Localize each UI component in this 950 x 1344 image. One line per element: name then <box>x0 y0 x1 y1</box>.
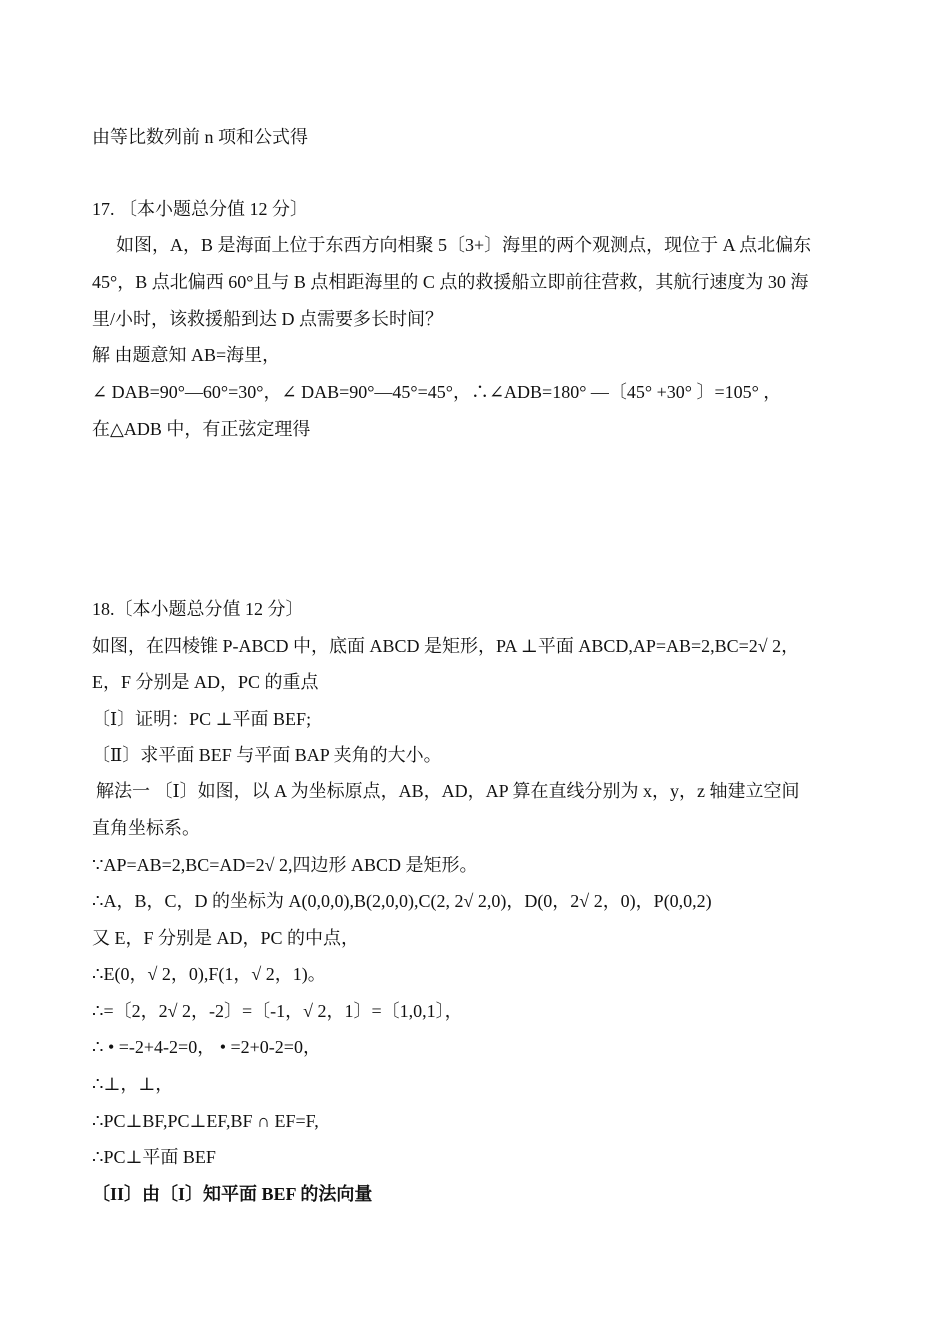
text-line: ∴=〔2，2√ 2，-2〕=〔-1，√ 2，1〕=〔1,0,1〕， <box>92 1001 463 1021</box>
text-line: ∴A，B，C，D 的坐标为 A(0,0,0),B(2,0,0),C(2, 2√ 2,0)，D(0，2√ 2，0)，P(0,0,2) <box>92 891 712 911</box>
text-line: 直角坐标系。 <box>92 818 200 838</box>
text-line: ∠ DAB=90°—60°=30°，∠ DAB=90°—45°=45°，∴∠ADB=180° —〔45° +30° 〕=105° ， <box>92 382 782 402</box>
text-line: E，F 分别是 AD，PC 的重点 <box>92 672 319 692</box>
text-line: 在△ADB 中，有正弦定理得 <box>92 419 311 439</box>
text-line: 〔II〕由〔I〕知平面 BEF 的法向量 <box>92 1184 373 1204</box>
text-line: ∴E(0，√ 2，0),F(1，√ 2，1)。 <box>92 964 326 984</box>
text-line: 45°，B 点北偏西 60°且与 B 点相距海里的 C 点的救援船立即前往营救，其航行速度为 30 海 <box>92 272 809 292</box>
text-line: 由等比数列前 n 项和公式得 <box>92 127 308 147</box>
text-line: 解法一 〔Ⅰ〕如图，以 A 为坐标原点，AB，AD，AP 算在直线分别为 x，y，z 轴建立空间 <box>96 781 800 801</box>
text-line: ∴PC⊥平面 BEF <box>92 1147 216 1167</box>
text-line: 如图，A，B 是海面上位于东西方向相聚 5〔3+〕海里的两个观测点，现位于 A 点北偏东 <box>116 235 812 255</box>
text-line: ∴PC⊥BF,PC⊥EF,BF ∩ EF=F, <box>92 1111 319 1131</box>
text-line: ∴ • =-2+4-2=0， • =2+0-2=0， <box>92 1037 321 1057</box>
text-line: 里/小时，该救援船到达 D 点需要多长时间？ <box>92 309 443 329</box>
text-line: ∴⊥，⊥， <box>92 1074 174 1094</box>
text-line: 〔Ⅰ〕证明：PC ⊥平面 BEF; <box>92 709 312 729</box>
problem-17-heading: 17. 〔本小题总分值 12 分〕 <box>92 199 308 219</box>
text-line: 解 由题意知 AB=海里， <box>92 345 281 365</box>
text-line: 又 E，F 分别是 AD，PC 的中点， <box>92 928 360 948</box>
text-line: 如图，在四棱锥 P-ABCD 中，底面 ABCD 是矩形，PA ⊥平面 ABCD,AP=AB=2,BC=2√ 2， <box>92 636 800 656</box>
problem-18-heading: 18.〔本小题总分值 12 分〕 <box>92 599 304 619</box>
text-line: 〔Ⅱ〕求平面 BEF 与平面 BAP 夹角的大小。 <box>92 745 442 765</box>
text-line: ∵AP=AB=2,BC=AD=2√ 2,四边形 ABCD 是矩形。 <box>92 855 478 875</box>
